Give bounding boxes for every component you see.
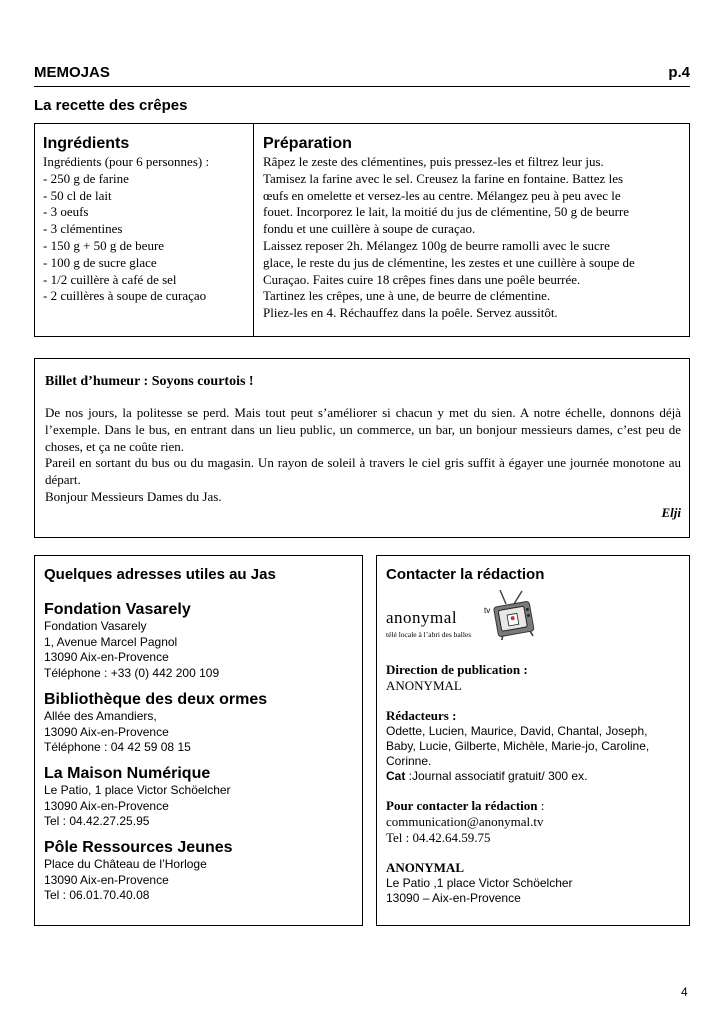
ingredient-line: - 50 cl de lait <box>43 187 112 203</box>
ingredient-line: - 3 oeufs <box>43 204 89 220</box>
recipe-box <box>34 123 690 337</box>
tv-icon <box>492 590 536 640</box>
address-entry <box>44 838 354 904</box>
addresses-heading: Quelques adresses utiles au Jas <box>44 566 276 583</box>
address-line: 13090 Aix-en-Provence <box>44 650 169 665</box>
billet-paragraph: Bonjour Messieurs Dames du Jas. <box>45 488 222 504</box>
preparation-line: Pliez-les en 4. Réchauffez dans la poêle. Servez aussitôt. <box>263 305 558 321</box>
ingredient-line: - 3 clémentines <box>43 221 123 237</box>
ingredient-line: - 1/2 cuillère à café de sel <box>43 271 177 287</box>
preparation-line: Tartinez les crêpes, une à une, de beurre de clémentine. <box>263 288 551 304</box>
billet-box <box>34 358 690 538</box>
page-header <box>34 64 690 87</box>
preparation-line: œufs en omelette et versez-les au centre. Mélangez peu à peu avec le <box>263 187 621 203</box>
address-line: 13090 Aix-en-Provence <box>44 798 169 813</box>
billet-signature: Elji <box>661 505 681 520</box>
address-line: Tel : 06.01.70.40.08 <box>44 888 150 903</box>
billet-paragraph: Pareil en sortant du bus ou du magasin. Un rayon de soleil à travers le ciel gris suffit à égayer une journée monotone au départ. <box>45 455 681 488</box>
address-name: Fondation Vasarely <box>44 601 191 618</box>
cat-line <box>386 769 681 784</box>
contact-colon: : <box>537 798 545 813</box>
preparation-heading: Préparation <box>263 135 352 152</box>
logo-tv-label: tv <box>484 606 491 615</box>
preparation-line: Curaçao. Faites cuire 18 crêpes fines dans une poêle beurrée. <box>263 271 581 287</box>
ingredient-line: - 2 cuillères à soupe de curaçao <box>43 288 207 304</box>
org-name: ANONYMAL <box>386 860 464 875</box>
page-number: 4 <box>681 985 688 999</box>
address-entry <box>44 690 354 756</box>
address-line: Fondation Vasarely <box>44 619 147 633</box>
contact-heading: Contacter la rédaction <box>386 566 545 583</box>
address-line: Téléphone : 04 42 59 08 15 <box>44 740 191 755</box>
contact-label-line <box>386 798 681 814</box>
billet-paragraph: De nos jours, la politesse se perd. Mais tout peut s’améliorer si chacun y met du sien. A notre échelle, donnons déjà l’exemple. Dans le bus, en entrant dans un lieu public, un commerce, un bar, un bonjour messieurs dames, c’est peu de choses, et ça ne coûte rien. <box>45 405 681 454</box>
address-name: Pôle Ressources Jeunes <box>44 839 233 857</box>
preparation-column <box>254 124 689 336</box>
preparation-line: Laissez reposer 2h. Mélangez 100g de beurre ramolli avec le sucre <box>263 237 610 253</box>
ingredient-line: - 250 g de farine <box>43 170 129 186</box>
cat-label: Cat <box>386 769 406 783</box>
address-entry <box>44 600 354 682</box>
address-line: 13090 Aix-en-Provence <box>44 872 169 887</box>
preparation-line: glace, le reste du jus de clémentine, les zestes et une cuillère à soupe de <box>263 254 635 270</box>
preparation-line: fondu et une cuillère à soupe de curaçao. <box>263 221 476 237</box>
redacteurs-line: Corinne. <box>386 754 432 768</box>
recipe-section-title: La recette des crêpes <box>34 97 188 114</box>
ingredients-heading: Ingrédients <box>43 135 130 152</box>
preparation-text <box>263 154 683 322</box>
redacteurs-line: Baby, Lucie, Gilberte, Michèle, Marie-jo, Caroline, <box>386 739 650 753</box>
contact-email[interactable]: communication@anonymal.tv <box>386 814 544 829</box>
ingredient-line: - 150 g + 50 g de beure <box>43 237 165 253</box>
ingredient-line: Ingrédients (pour 6 personnes) : <box>43 154 210 169</box>
address-entry <box>44 764 354 830</box>
address-line: Téléphone : +33 (0) 442 200 109 <box>44 666 220 681</box>
redacteurs-line: Odette, Lucien, Maurice, David, Chantal, Joseph, <box>386 724 648 738</box>
preparation-line: fouet. Incorporez le lait, la moitié du jus de clémentine, 50 g de beurre <box>263 204 630 220</box>
contact-phone: Tel : 04.42.64.59.75 <box>386 830 491 845</box>
addresses-box <box>34 555 363 926</box>
contact-label: Pour contacter la rédaction <box>386 798 538 813</box>
ingredient-line: - 100 g de sucre glace <box>43 254 157 270</box>
logo-tagline: télé locale à l’abri des balles <box>386 630 472 639</box>
direction-label: Direction de publication : <box>386 662 528 677</box>
preparation-line: Tamisez la farine avec le sel. Creusez la farine en fontaine. Battez les <box>263 170 624 186</box>
address-line: 13090 Aix-en-Provence <box>44 724 169 739</box>
publication-name: MEMOJAS <box>34 64 110 81</box>
header-page-label: p.4 <box>668 64 690 81</box>
direction-value: ANONYMAL <box>386 678 462 693</box>
address-line: Allée des Amandiers, <box>44 708 157 723</box>
address-name: La Maison Numérique <box>44 764 211 782</box>
ingredients-list <box>43 154 253 305</box>
logo-text: anonymal <box>386 608 458 627</box>
billet-title: Billet d’humeur : Soyons courtois ! <box>45 374 254 389</box>
redacteurs-label: Rédacteurs : <box>386 708 457 723</box>
org-address-line: 13090 – Aix-en-Provence <box>386 891 521 905</box>
address-line: Tel : 04.42.27.25.95 <box>44 814 150 829</box>
preparation-line: Râpez le zeste des clémentines, puis pressez-les et filtrez leur jus. <box>263 154 604 169</box>
org-address-line: Le Patio ,1 place Victor Schöelcher <box>386 876 573 890</box>
cat-value: :Journal associatif gratuit/ 300 ex. <box>405 769 588 783</box>
address-line: Le Patio, 1 place Victor Schöelcher <box>44 782 231 797</box>
address-line: 1, Avenue Marcel Pagnol <box>44 634 178 649</box>
contact-box <box>376 555 690 926</box>
address-name: Bibliothèque des deux ormes <box>44 690 268 708</box>
anonymal-logo <box>386 590 546 650</box>
ingredients-column <box>35 124 254 336</box>
address-line: Place du Château de l’Horloge <box>44 857 207 872</box>
